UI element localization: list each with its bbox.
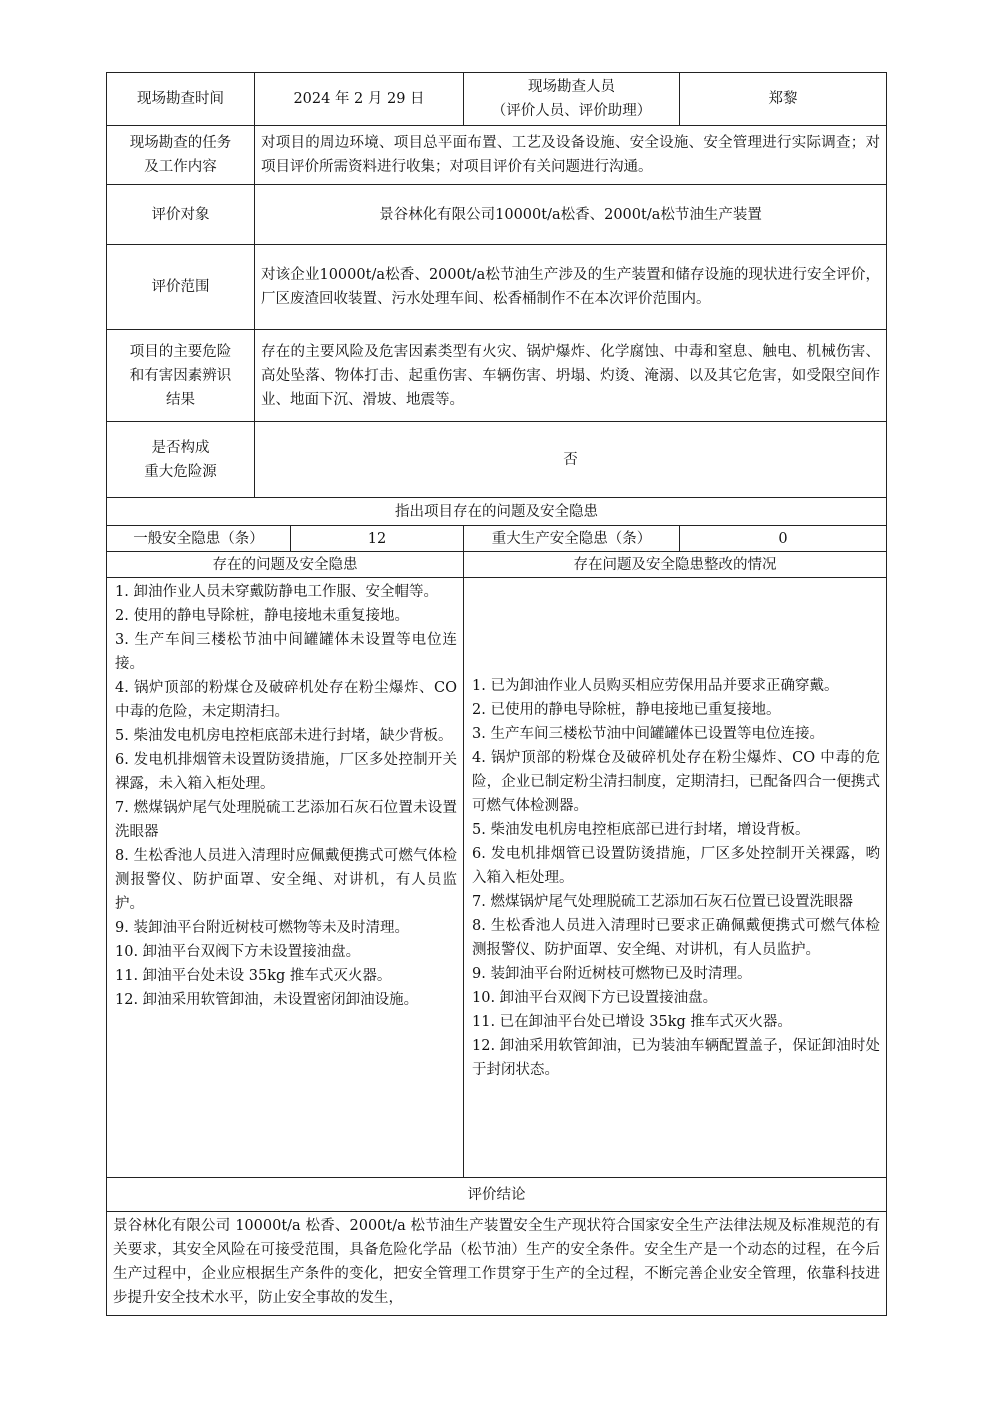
conclusion-content: 景谷林化有限公司 10000t/a 松香、2000t/a 松节油生产装置安全生产现状符合国家安全生产法律法规及标准规范的有关要求，其安全风险在可接受范围，具备危险化学品（松节油）生产的安全条件。安全生产是一个动态的过程，在今后生产过程中，企业应根据生产条件的变化，把安全管理工作贯穿于生产的全过程，不断完善企业安全管理，依靠科技进步提升安全技术水平，防止安全事故的发生， (107, 1212, 887, 1316)
object-content: 景谷林化有限公司10000t/a松香、2000t/a松节油生产装置 (255, 185, 887, 245)
rectification-item: 12. 卸油采用软管卸油，已为装油车辆配置盖子，保证卸油时处于封闭状态。 (472, 1037, 880, 1078)
conclusion-title-row (107, 1178, 887, 1212)
tasks-label-line2: 及工作内容 (144, 159, 217, 175)
rectification-item: 1. 已为卸油作业人员购买相应劳保用品并要求正确穿戴。 (472, 677, 839, 694)
scope-label: 评价范围 (107, 245, 255, 330)
survey-time-label: 现场勘查时间 (107, 73, 255, 126)
problem-item: 6. 发电机排烟管未设置防烫措施，厂区多处控制开关裸露，未入箱入柜处理。 (115, 752, 457, 792)
problem-item: 10. 卸油平台双阀下方未设置接油盘。 (115, 944, 361, 960)
problem-item: 11. 卸油平台处未设 35kg 推车式灭火器。 (115, 968, 392, 984)
tasks-content: 对项目的周边环境、项目总平面布置、工艺及设备设施、安全设施、安全管理进行实际调查；对项目评价所需资料进行收集；对项目评价有关问题进行沟通。 (255, 126, 887, 185)
major-hazard-count-label: 重大生产安全隐患（条） (464, 526, 680, 552)
survey-people-label (464, 73, 680, 126)
rectification-item: 7. 燃煤锅炉尾气处理脱硫工艺添加石灰石位置已设置洗眼器 (472, 893, 853, 910)
problem-item: 4. 锅炉顶部的粉煤仓及破碎机处存在粉尘爆炸、CO 中毒的危险，未定期清扫。 (115, 680, 457, 720)
object-row (107, 185, 887, 245)
issues-section-title: 指出项目存在的问题及安全隐患 (107, 498, 887, 526)
issue-count-row (107, 526, 887, 552)
problem-item: 9. 装卸油平台附近树枝可燃物等未及时清理。 (115, 920, 409, 936)
hazards-row (107, 330, 887, 422)
object-label: 评价对象 (107, 185, 255, 245)
major-hazard-value: 否 (255, 422, 887, 498)
problem-item: 1. 卸油作业人员未穿戴防静电工作服、安全帽等。 (115, 584, 438, 600)
major-hazard-row (107, 422, 887, 498)
problem-item: 2. 使用的静电导除桩，静电接地未重复接地。 (115, 608, 409, 624)
survey-people-value: 郑黎 (680, 73, 887, 126)
general-hazard-count: 12 (291, 526, 464, 552)
hazards-content: 存在的主要风险及危害因素类型有火灾、锅炉爆炸、化学腐蚀、中毒和窒息、触电、机械伤害、高处坠落、物体打击、起重伤害、车辆伤害、坍塌、灼烫、淹溺、以及其它危害，如受限空间作业、地面下沉、滑坡、地震等。 (255, 330, 887, 422)
issues-header-row (107, 552, 887, 578)
problem-item: 8. 生松香池人员进入清理时应佩戴便携式可燃气体检测报警仪、防护面罩、安全绳、对讲机，有人员监护。 (115, 848, 457, 912)
major-hazard-label (107, 422, 255, 498)
problems-column-header: 存在的问题及安全隐患 (107, 552, 464, 578)
rectification-list (464, 578, 887, 1178)
issues-list-row (107, 578, 887, 1178)
hazards-label-line1: 项目的主要危险 (129, 343, 232, 360)
survey-time-row (107, 73, 887, 126)
issues-title-row (107, 498, 887, 526)
conclusion-title: 评价结论 (107, 1178, 887, 1212)
rectification-item: 5. 柴油发电机房电控柜底部已进行封堵，增设背板。 (472, 821, 810, 838)
rectification-item: 2. 已使用的静电导除桩，静电接地已重复接地。 (472, 701, 781, 718)
major-hazard-count: 0 (680, 526, 887, 552)
rectification-column-header: 存在问题及安全隐患整改的情况 (464, 552, 887, 578)
tasks-label (107, 126, 255, 185)
survey-time-value: 2024 年 2 月 29 日 (255, 73, 464, 126)
conclusion-row (107, 1212, 887, 1316)
major-hazard-label-line1: 是否构成 (151, 439, 210, 456)
general-hazard-label: 一般安全隐患（条） (107, 526, 291, 552)
major-hazard-label-line2: 重大危险源 (144, 463, 217, 480)
problem-item: 7. 燃煤锅炉尾气处理脱硫工艺添加石灰石位置未设置洗眼器 (115, 800, 457, 840)
scope-content: 对该企业10000t/a松香、2000t/a松节油生产涉及的生产装置和储存设施的现状进行安全评价，厂区废渣回收装置、污水处理车间、松香桶制作不在本次评价范围内。 (255, 245, 887, 330)
tasks-label-line1: 现场勘查的任务 (129, 135, 232, 151)
survey-people-label-line1: 现场勘查人员 (528, 79, 615, 95)
problem-item: 5. 柴油发电机房电控柜底部未进行封堵，缺少背板。 (115, 728, 453, 744)
tasks-row (107, 126, 887, 185)
rectification-item: 3. 生产车间三楼松节油中间罐罐体已设置等电位连接。 (472, 725, 824, 742)
problem-item: 12. 卸油采用软管卸油，未设置密闭卸油设施。 (115, 992, 419, 1008)
rectification-item: 10. 卸油平台双阀下方已设置接油盘。 (472, 989, 718, 1006)
rectification-item: 6. 发电机排烟管已设置防烫措施，厂区多处控制开关裸露，哟入箱入柜处理。 (472, 845, 880, 886)
scope-row (107, 245, 887, 330)
rectification-item: 11. 已在卸油平台处已增设 35kg 推车式灭火器。 (472, 1013, 792, 1030)
problem-item: 3. 生产车间三楼松节油中间罐罐体未设置等电位连接。 (115, 632, 457, 672)
survey-info-table (106, 72, 887, 1316)
evaluation-form (106, 72, 886, 1316)
problems-list (107, 578, 464, 1178)
rectification-item: 8. 生松香池人员进入清理时已要求正确佩戴便携式可燃气体检测报警仪、防护面罩、安全绳、对讲机，有人员监护。 (472, 917, 880, 958)
rectification-item: 4. 锅炉顶部的粉煤仓及破碎机处存在粉尘爆炸、CO 中毒的危险，企业已制定粉尘清扫制度，定期清扫，已配备四合一便携式可燃气体检测器。 (472, 749, 880, 814)
hazards-label (107, 330, 255, 422)
hazards-label-line3: 结果 (166, 391, 195, 408)
hazards-label-line2: 和有害因素辨识 (129, 367, 232, 384)
survey-people-label-line2: （评价人员、评价助理） (491, 103, 652, 119)
rectification-item: 9. 装卸油平台附近树枝可燃物已及时清理。 (472, 965, 752, 982)
